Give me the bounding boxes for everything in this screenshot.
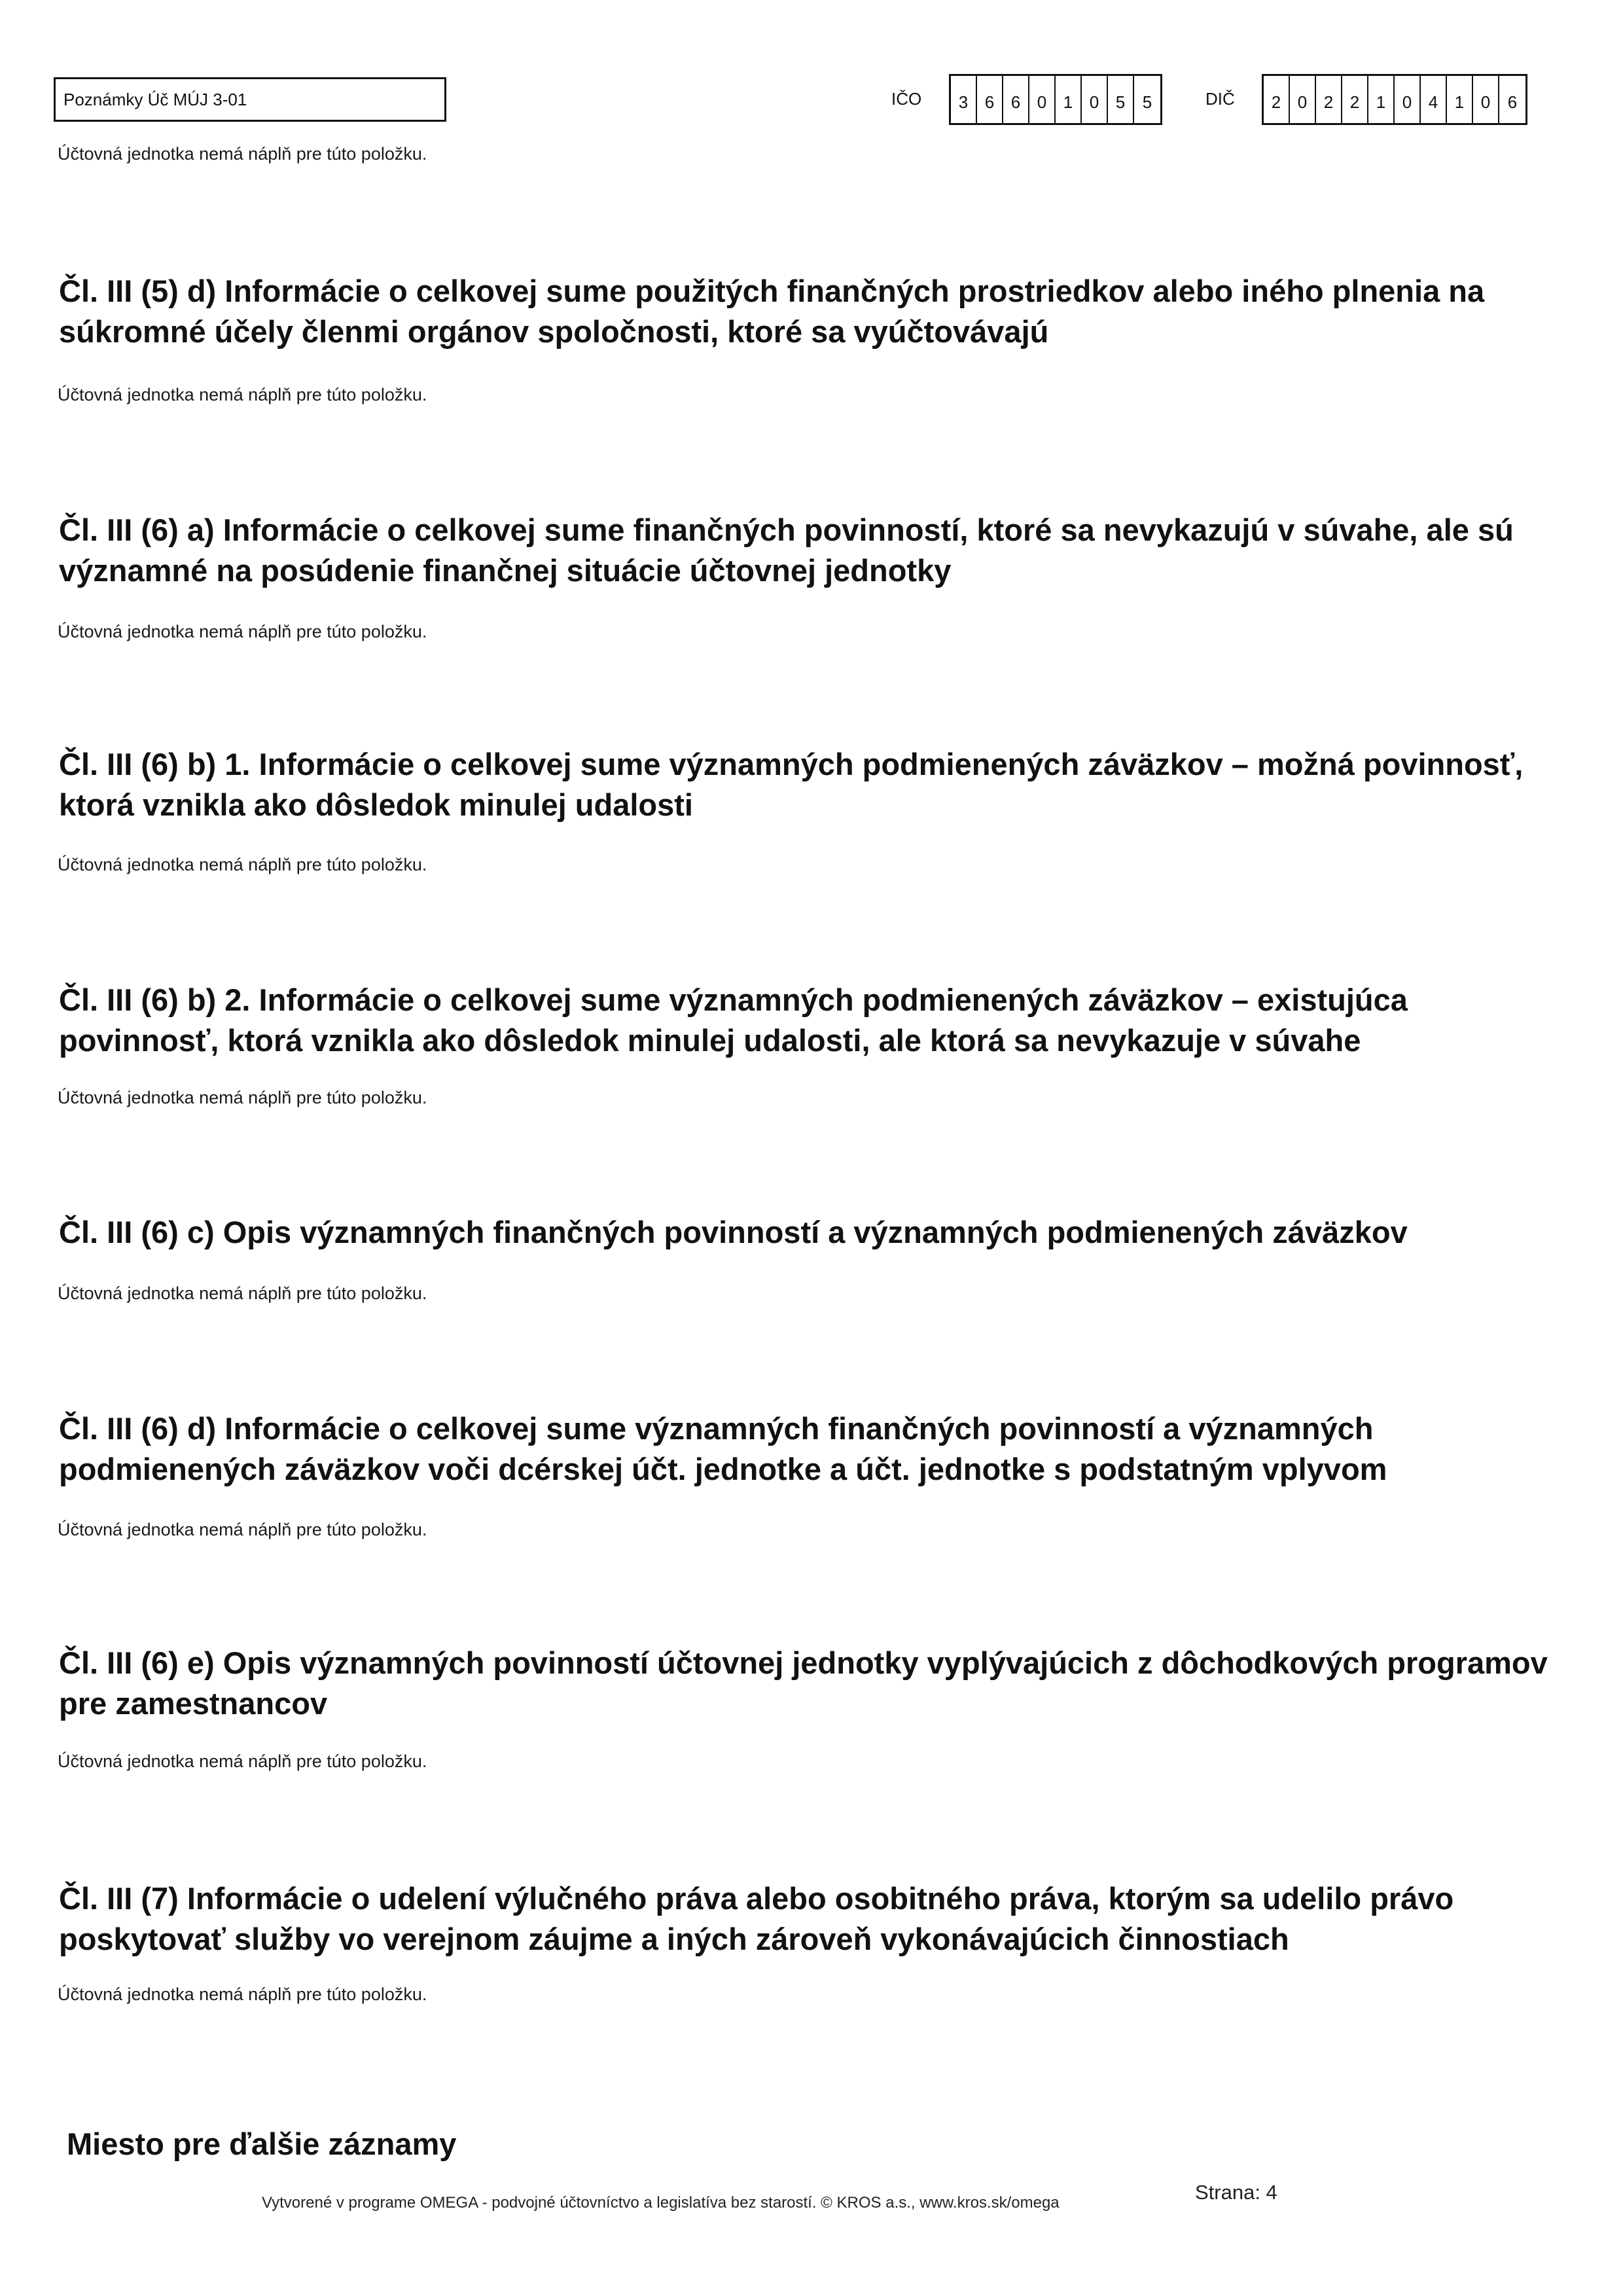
section-note: Účtovná jednotka nemá náplň pre túto položku. (58, 622, 427, 641)
dic-digit: 0 (1395, 76, 1421, 123)
dic-digit: 2 (1316, 76, 1342, 123)
section-note: Účtovná jednotka nemá náplň pre túto položku. (58, 1283, 427, 1303)
ico-digit: 0 (1082, 76, 1108, 123)
extra-records-title: Miesto pre ďalšie záznamy (67, 2126, 457, 2161)
dic-digit: 2 (1342, 76, 1368, 123)
section-heading: Čl. III (6) b) 2. Informácie o celkovej sume významných podmienených záväzkov – existujúca povinnosť, ktorá vznikla ako dôsledok minulej udalosti, ale ktorá sa nevykazuje v súvahe (59, 982, 1408, 1058)
dic-digit: 1 (1368, 76, 1395, 123)
section-note: Účtovná jednotka nemá náplň pre túto položku. (58, 1984, 427, 2004)
section-heading: Čl. III (6) b) 1. Informácie o celkovej sume významných podmienených záväzkov – možná povinnosť, ktorá vznikla ako dôsledok minulej udalosti (59, 747, 1524, 822)
section-note: Účtovná jednotka nemá náplň pre túto položku. (58, 1520, 427, 1539)
ico-digit: 6 (1003, 76, 1029, 123)
section-heading: Čl. III (6) d) Informácie o celkovej sume významných finančných povinností a významných podmienených záväzkov voči dcérskej účt. jednotke a účt. jednotke s podstatným vplyvom (59, 1411, 1387, 1486)
dic-digit: 2 (1264, 76, 1290, 123)
dic-digit: 1 (1447, 76, 1473, 123)
section-heading: Čl. III (6) e) Opis významných povinností účtovnej jednotky vyplývajúcich z dôchodkových programov pre zamestnancov (59, 1645, 1548, 1721)
form-label: Poznámky Úč MÚJ 3-01 (63, 90, 247, 109)
intro-note: Účtovná jednotka nemá náplň pre túto položku. (58, 144, 427, 164)
ico-label: IČO (891, 89, 922, 109)
dic-digit: 4 (1421, 76, 1447, 123)
ico-digit: 0 (1029, 76, 1056, 123)
dic-digit: 0 (1473, 76, 1499, 123)
section-heading: Čl. III (6) c) Opis významných finančných povinností a významných podmienených záväzkov (59, 1215, 1408, 1249)
section-note: Účtovná jednotka nemá náplň pre túto položku. (58, 385, 427, 404)
ico-digit: 3 (951, 76, 977, 123)
ico-digit: 5 (1142, 92, 1152, 112)
dic-digit-boxes (1262, 74, 1527, 125)
section-heading: Čl. III (7) Informácie o udelení výlučného práva alebo osobitného práva, ktorým sa udelilo právo poskytovať služby vo verejnom záujme a iných zároveň vykonávajúcich činnostiach (59, 1881, 1454, 1956)
dic-digit: 6 (1507, 92, 1518, 112)
ico-digit-boxes (949, 74, 1162, 125)
section-heading: Čl. III (6) a) Informácie o celkovej sume finančných povinností, ktoré sa nevykazujú v súvahe, ale sú významné na posúdenie finančnej situácie účtovnej jednotky (59, 512, 1514, 588)
section-note: Účtovná jednotka nemá náplň pre túto položku. (58, 855, 427, 874)
ico-digit: 6 (977, 76, 1003, 123)
section-note: Účtovná jednotka nemá náplň pre túto položku. (58, 1088, 427, 1107)
section-note: Účtovná jednotka nemá náplň pre túto položku. (58, 1751, 427, 1771)
ico-digit: 5 (1108, 76, 1134, 123)
ico-digit: 1 (1056, 76, 1082, 123)
dic-label: DIČ (1205, 89, 1235, 109)
section-heading: Čl. III (5) d) Informácie o celkovej sume použitých finančných prostriedkov alebo iného plnenia na súkromné účely členmi orgánov spoločnosti, ktoré sa vyúčtovávajú (59, 274, 1485, 349)
page-number: Strana: 4 (1195, 2181, 1277, 2204)
footer-credit: Vytvorené v programe OMEGA - podvojné účtovníctvo a legislatíva bez starostí. © KROS a.s., www.kros.sk/omega (262, 2194, 1060, 2212)
form-label-box (54, 77, 446, 122)
dic-digit: 0 (1290, 76, 1316, 123)
